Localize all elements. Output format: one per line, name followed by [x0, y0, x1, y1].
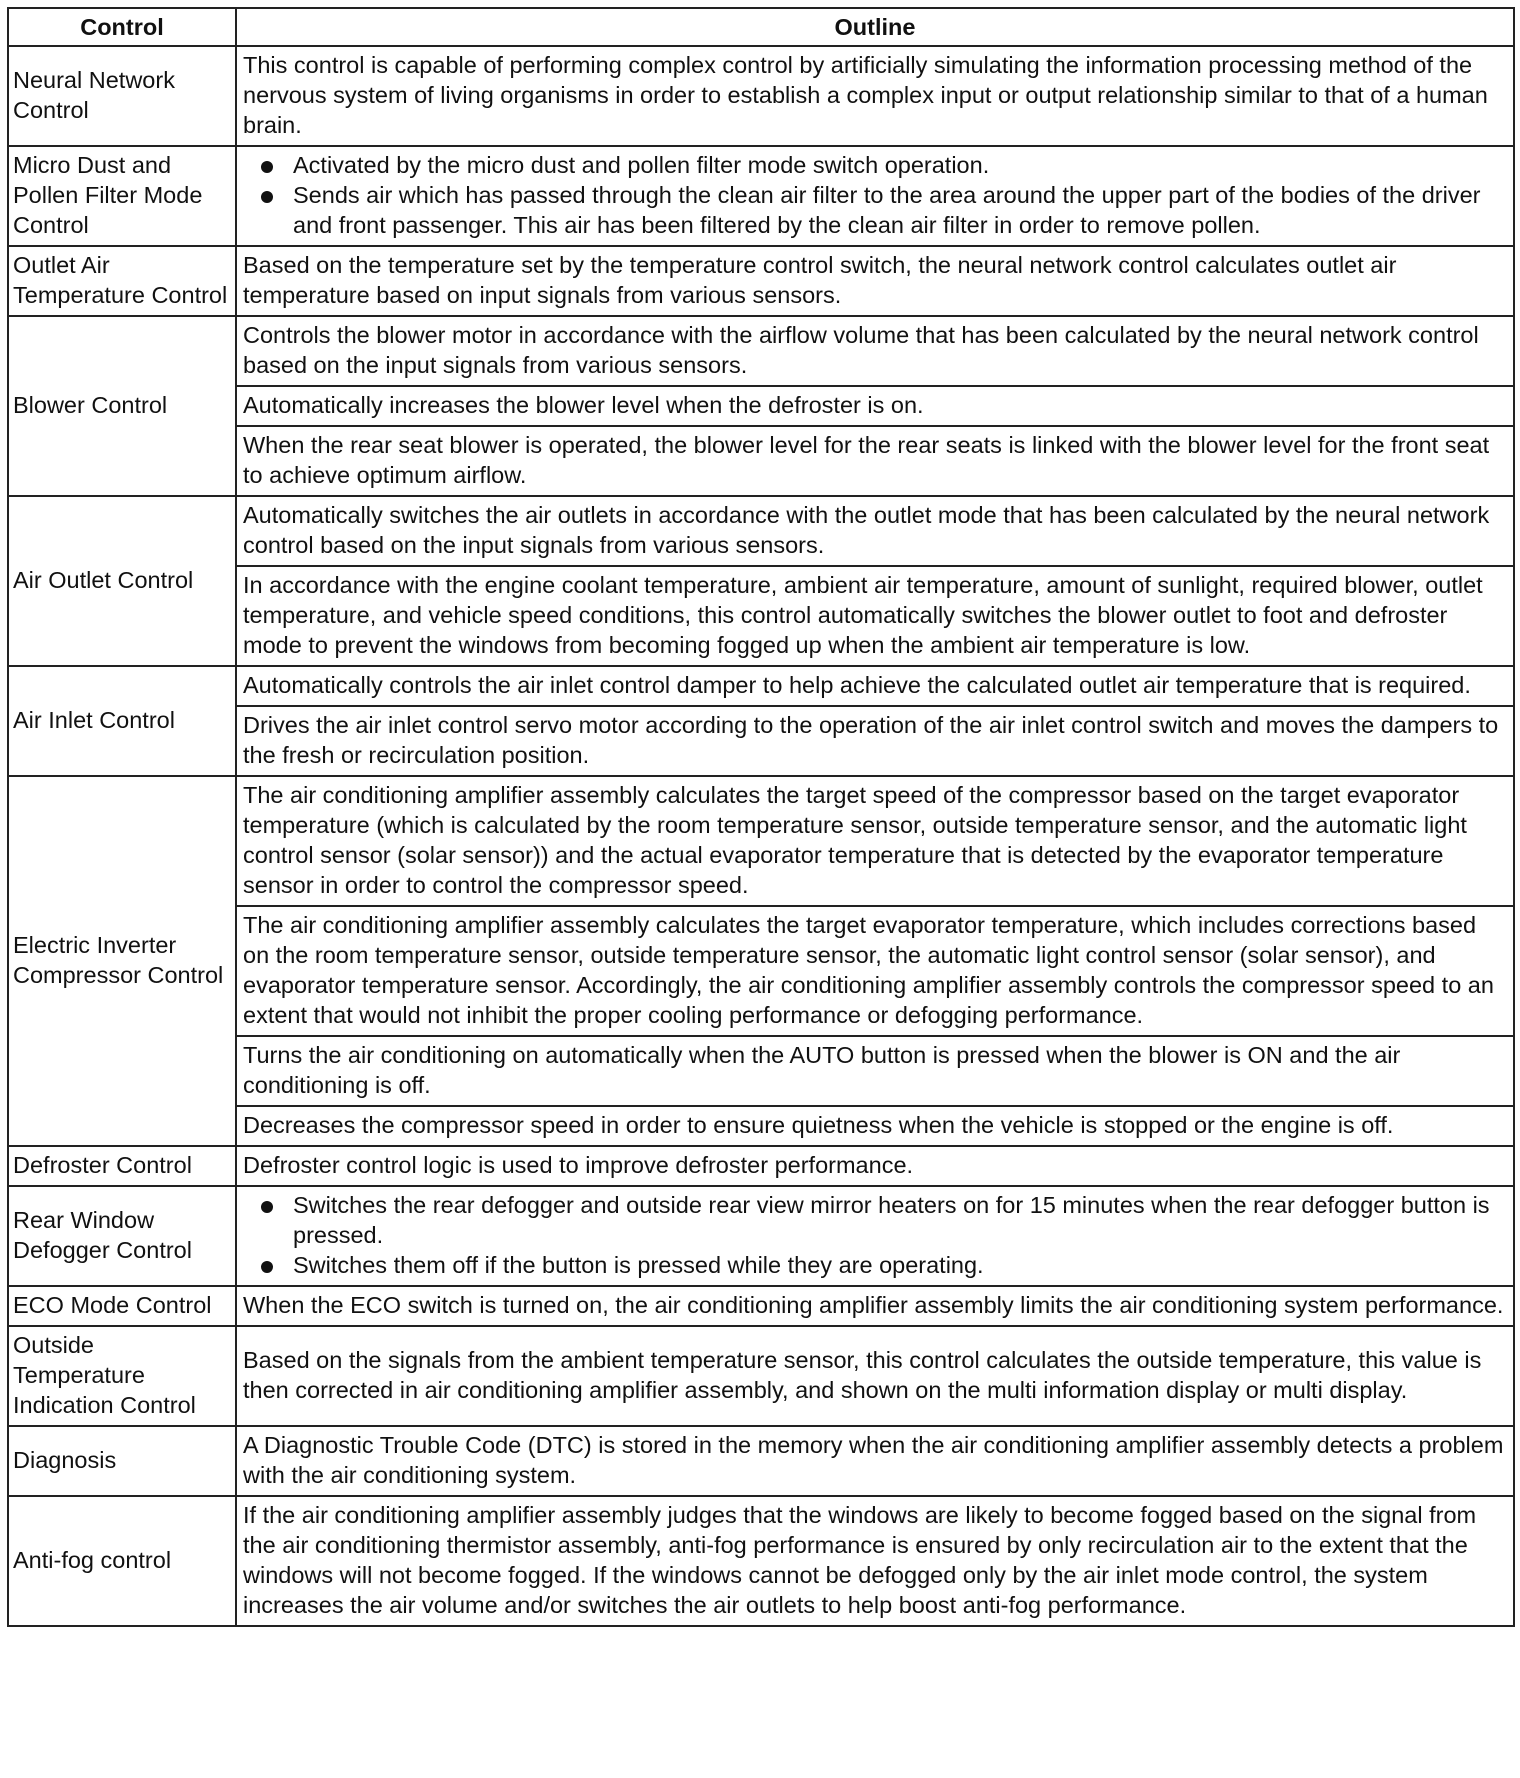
bullet-item: Switches the rear defogger and outside rear view mirror heaters on for 15 minutes when the rear defogger button is pressed. — [243, 1190, 1507, 1250]
outline-text: Automatically increases the blower level when the defroster is on. — [236, 386, 1514, 426]
outline-text: Automatically switches the air outlets in accordance with the outlet mode that has been calculated by the neural network control based on the input signals from various sensors. — [236, 496, 1514, 566]
outline-text: This control is capable of performing complex control by artificially simulating the information processing method of the nervous system of living organisms in order to establish a complex input or output relationship similar to that of a human brain. — [236, 46, 1514, 146]
outline-text: Defroster control logic is used to improve defroster performance. — [236, 1146, 1514, 1186]
table-row — [8, 246, 1514, 316]
table-row — [8, 776, 1514, 906]
outline-text: The air conditioning amplifier assembly calculates the target evaporator temperature, which includes corrections based on the room temperature sensor, outside temperature sensor, the automatic light control sensor (solar sensor), and evaporator temperature sensor. Accordingly, the air conditioning amplifier assembly controls the compressor speed to an extent that would not inhibit the proper cooling performance or defogging performance. — [236, 906, 1514, 1036]
table-row — [8, 496, 1514, 566]
outline-text: If the air conditioning amplifier assembly judges that the windows are likely to become fogged based on the signal from the air conditioning thermistor assembly, anti-fog performance is ensured by only recirculation air to the extent that the windows will not become fogged. If the windows cannot be defogged only by the air inlet mode control, the system increases the air volume and/or switches the air outlets to help boost anti-fog performance. — [236, 1496, 1514, 1626]
outline-cell — [236, 1186, 1514, 1286]
table-row — [8, 666, 1514, 706]
bullet-item: Switches them off if the button is pressed while they are operating. — [243, 1250, 1507, 1280]
bullet-list — [243, 150, 1507, 240]
table-row — [8, 316, 1514, 386]
control-name: Anti-fog control — [8, 1496, 236, 1626]
table-row — [8, 1326, 1514, 1426]
outline-text: Based on the temperature set by the temperature control switch, the neural network control calculates outlet air temperature based on input signals from various sensors. — [236, 246, 1514, 316]
table-row — [8, 146, 1514, 246]
control-name: Outside Temperature Indication Control — [8, 1326, 236, 1426]
table-row — [8, 1496, 1514, 1626]
control-name: Blower Control — [8, 316, 236, 496]
control-name: Air Outlet Control — [8, 496, 236, 666]
table-row — [8, 1186, 1514, 1286]
bullet-list — [243, 1190, 1507, 1280]
outline-text: In accordance with the engine coolant temperature, ambient air temperature, amount of sunlight, required blower, outlet temperature, and vehicle speed conditions, this control automatically switches the blower outlet to foot and defroster mode to prevent the windows from becoming fogged up when the ambient air temperature is low. — [236, 566, 1514, 666]
table-row — [8, 1426, 1514, 1496]
outline-text: Turns the air conditioning on automatically when the AUTO button is pressed when the blower is ON and the air conditioning is off. — [236, 1036, 1514, 1106]
table-header-row — [8, 8, 1514, 46]
outline-text: When the ECO switch is turned on, the air conditioning amplifier assembly limits the air conditioning system performance. — [236, 1286, 1514, 1326]
bullet-item: Activated by the micro dust and pollen filter mode switch operation. — [243, 150, 1507, 180]
outline-text: Decreases the compressor speed in order to ensure quietness when the vehicle is stopped or the engine is off. — [236, 1106, 1514, 1146]
header-control: Control — [8, 8, 236, 46]
outline-text: The air conditioning amplifier assembly calculates the target speed of the compressor based on the target evaporator temperature (which is calculated by the room temperature sensor, outside temperature sensor, and the automatic light control sensor (solar sensor)) and the actual evaporator temperature that is detected by the evaporator temperature sensor in order to control the compressor speed. — [236, 776, 1514, 906]
table-row — [8, 1286, 1514, 1326]
control-name: Neural Network Control — [8, 46, 236, 146]
table-row — [8, 1146, 1514, 1186]
outline-cell — [236, 146, 1514, 246]
table-row — [8, 46, 1514, 146]
control-name: Air Inlet Control — [8, 666, 236, 776]
control-name: Rear Window Defogger Control — [8, 1186, 236, 1286]
bullet-item: Sends air which has passed through the clean air filter to the area around the upper part of the bodies of the driver and front passenger. This air has been filtered by the clean air filter in order to remove pollen. — [243, 180, 1507, 240]
outline-text: Controls the blower motor in accordance with the airflow volume that has been calculated by the neural network control based on the input signals from various sensors. — [236, 316, 1514, 386]
control-name: Electric Inverter Compressor Control — [8, 776, 236, 1146]
document-page — [7, 7, 1513, 1627]
outline-text: Based on the signals from the ambient temperature sensor, this control calculates the outside temperature, this value is then corrected in air conditioning amplifier assembly, and shown on the multi information display or multi display. — [236, 1326, 1514, 1426]
header-outline: Outline — [236, 8, 1514, 46]
control-name: Defroster Control — [8, 1146, 236, 1186]
outline-text: A Diagnostic Trouble Code (DTC) is stored in the memory when the air conditioning amplifier assembly detects a problem with the air conditioning system. — [236, 1426, 1514, 1496]
control-name: Micro Dust and Pollen Filter Mode Control — [8, 146, 236, 246]
control-name: Outlet Air Temperature Control — [8, 246, 236, 316]
outline-text: When the rear seat blower is operated, the blower level for the rear seats is linked with the blower level for the front seat to achieve optimum airflow. — [236, 426, 1514, 496]
outline-text: Automatically controls the air inlet control damper to help achieve the calculated outlet air temperature that is required. — [236, 666, 1514, 706]
control-name: ECO Mode Control — [8, 1286, 236, 1326]
outline-text: Drives the air inlet control servo motor according to the operation of the air inlet control switch and moves the dampers to the fresh or recirculation position. — [236, 706, 1514, 776]
controls-table — [7, 7, 1515, 1627]
control-name: Diagnosis — [8, 1426, 236, 1496]
